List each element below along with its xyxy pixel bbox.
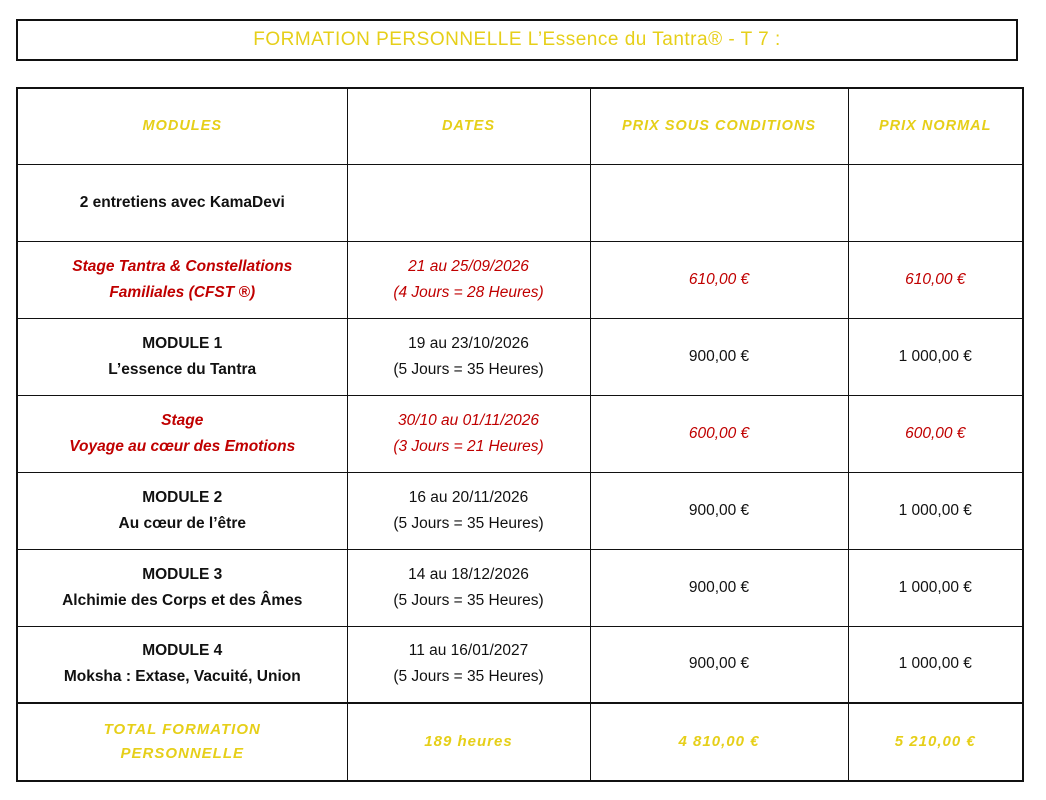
formation-table xyxy=(16,87,1024,782)
date-range: 14 au 18/12/2026 xyxy=(408,565,529,583)
prix-conditions-cell: 900,00 € xyxy=(590,472,848,549)
total-label-cell xyxy=(17,703,347,781)
module-cell xyxy=(17,626,347,703)
module-line: Stage xyxy=(161,411,204,429)
date-range: 21 au 25/09/2026 xyxy=(408,257,529,275)
module-line: MODULE 4 xyxy=(142,642,223,660)
duration: (5 Jours = 35 Heures) xyxy=(393,668,544,686)
module-line: Stage Tantra & Constellations xyxy=(72,257,293,275)
prix-conditions-cell: 600,00 € xyxy=(590,395,848,472)
module-cell xyxy=(17,241,347,318)
prix-normal-cell: 610,00 € xyxy=(848,241,1023,318)
dates-cell xyxy=(347,164,590,241)
module-cell xyxy=(17,164,347,241)
dates-cell xyxy=(347,549,590,626)
duration: (5 Jours = 35 Heures) xyxy=(393,360,544,378)
module-line: Familiales (CFST ®) xyxy=(109,283,256,301)
table-row xyxy=(17,164,1023,241)
table-row xyxy=(17,626,1023,703)
module-line: Moksha : Extase, Vacuité, Union xyxy=(63,668,301,686)
table-row xyxy=(17,395,1023,472)
header-modules: MODULES xyxy=(17,88,347,164)
prix-conditions-cell xyxy=(590,164,848,241)
prix-conditions-cell: 610,00 € xyxy=(590,241,848,318)
module-line: MODULE 1 xyxy=(142,334,223,352)
module-line: Au cœur de l’être xyxy=(118,514,246,532)
dates-cell xyxy=(347,472,590,549)
total-prix-normal-cell: 5 210,00 € xyxy=(848,703,1023,781)
table-row xyxy=(17,472,1023,549)
module-cell xyxy=(17,318,347,395)
table-row xyxy=(17,549,1023,626)
prix-conditions-cell: 900,00 € xyxy=(590,626,848,703)
dates-cell xyxy=(347,626,590,703)
prix-conditions-cell: 900,00 € xyxy=(590,318,848,395)
module-line: MODULE 3 xyxy=(142,565,223,583)
total-label-line: PERSONNELLE xyxy=(120,745,244,762)
prix-conditions-cell: 900,00 € xyxy=(590,549,848,626)
module-line: L’essence du Tantra xyxy=(108,360,257,378)
dates-cell xyxy=(347,318,590,395)
document-title xyxy=(16,19,1018,61)
table-row xyxy=(17,318,1023,395)
module-line: Voyage au cœur des Emotions xyxy=(69,437,296,455)
prix-normal-cell xyxy=(848,164,1023,241)
date-range: 19 au 23/10/2026 xyxy=(408,334,529,352)
total-label-line: TOTAL FORMATION xyxy=(103,721,261,738)
dates-cell xyxy=(347,395,590,472)
header-prix-conditions: PRIX SOUS CONDITIONS xyxy=(590,88,848,164)
prix-normal-cell: 1 000,00 € xyxy=(848,626,1023,703)
table-header-row xyxy=(17,88,1023,164)
total-prix-conditions-cell: 4 810,00 € xyxy=(590,703,848,781)
total-row xyxy=(17,703,1023,781)
dates-cell xyxy=(347,241,590,318)
date-range: 11 au 16/01/2027 xyxy=(408,642,529,660)
prix-normal-cell: 600,00 € xyxy=(848,395,1023,472)
prix-normal-cell: 1 000,00 € xyxy=(848,318,1023,395)
duration: (3 Jours = 21 Heures) xyxy=(393,437,544,455)
module-line: MODULE 2 xyxy=(142,488,223,506)
title-text: FORMATION PERSONNELLE L’Essence du Tantra® - T 7 : xyxy=(253,29,781,50)
prix-normal-cell: 1 000,00 € xyxy=(848,472,1023,549)
header-dates: DATES xyxy=(347,88,590,164)
duration: (5 Jours = 35 Heures) xyxy=(393,591,544,609)
total-hours-cell: 189 heures xyxy=(347,703,590,781)
module-cell xyxy=(17,472,347,549)
header-prix-normal: PRIX NORMAL xyxy=(848,88,1023,164)
date-range: 30/10 au 01/11/2026 xyxy=(397,411,540,429)
table-row xyxy=(17,241,1023,318)
module-cell xyxy=(17,395,347,472)
module-line: 2 entretiens avec KamaDevi xyxy=(79,193,285,211)
module-line: Alchimie des Corps et des Âmes xyxy=(62,591,303,609)
duration: (4 Jours = 28 Heures) xyxy=(393,283,544,301)
prix-normal-cell: 1 000,00 € xyxy=(848,549,1023,626)
duration: (5 Jours = 35 Heures) xyxy=(393,514,544,532)
module-cell xyxy=(17,549,347,626)
date-range: 16 au 20/11/2026 xyxy=(408,488,529,506)
